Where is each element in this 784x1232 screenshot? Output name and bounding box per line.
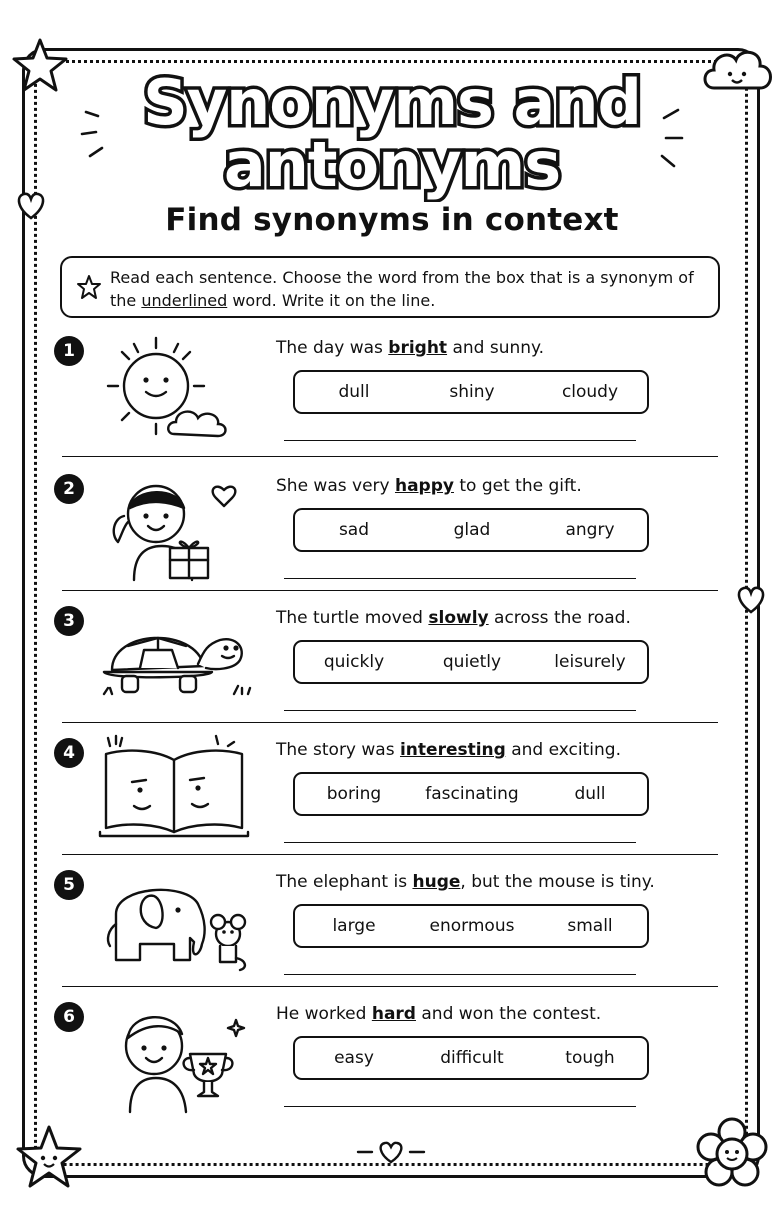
underlined-word: happy <box>394 476 454 496</box>
word-choice-box <box>293 640 649 684</box>
elephant-and-mouse-icon <box>94 864 254 982</box>
word-choice[interactable]: quietly <box>442 652 502 672</box>
word-choice[interactable]: difficult <box>440 1048 504 1068</box>
sentence-text: and exciting. <box>505 740 621 760</box>
underlined-word: slowly <box>428 608 489 628</box>
underlined-word: interesting <box>399 740 506 760</box>
title-line-1: Synonyms and <box>143 66 641 139</box>
subtitle: Find synonyms in context <box>165 202 619 238</box>
question-number: 4 <box>54 738 84 768</box>
girl-with-gift-icon <box>94 468 254 586</box>
word-choice[interactable]: angry <box>565 520 615 540</box>
footer-heart-icon <box>352 1138 432 1166</box>
instructions-part: word. Write it on the line. <box>227 291 436 310</box>
question-2 <box>48 474 718 606</box>
word-choice[interactable]: quickly <box>323 652 385 672</box>
sentence-text: She was very <box>276 476 395 496</box>
word-choice[interactable]: dull <box>338 382 370 402</box>
underlined-word: hard <box>371 1004 416 1024</box>
star-icon <box>76 274 102 300</box>
sentence-text: and sunny. <box>447 338 545 358</box>
word-choice-box <box>293 370 649 414</box>
sentence-text: to get the gift. <box>453 476 582 496</box>
word-choice-box <box>293 1036 649 1080</box>
underlined-word: huge <box>412 872 461 892</box>
instructions-box <box>60 256 720 318</box>
word-choice[interactable]: shiny <box>449 382 495 402</box>
question-number: 2 <box>54 474 84 504</box>
word-choice-box <box>293 904 649 948</box>
divider <box>62 722 718 723</box>
question-number: 3 <box>54 606 84 636</box>
word-choice-box <box>293 772 649 816</box>
divider <box>62 854 718 855</box>
answer-line[interactable] <box>284 974 636 975</box>
word-choice[interactable]: easy <box>334 1048 374 1068</box>
question-sentence <box>276 338 544 358</box>
divider <box>62 986 718 987</box>
sentence-text: The elephant is <box>276 872 413 892</box>
instructions-text <box>110 266 710 312</box>
underlined-word: bright <box>388 338 448 358</box>
question-number: 1 <box>54 336 84 366</box>
word-choice[interactable]: boring <box>326 784 382 804</box>
word-choice[interactable]: dull <box>574 784 606 804</box>
word-choice[interactable]: fascinating <box>425 784 519 804</box>
question-sentence <box>276 476 582 496</box>
question-sentence <box>276 1004 601 1024</box>
instructions-underlined-word: underlined <box>141 291 228 310</box>
sentence-text: , but the mouse is tiny. <box>460 872 655 892</box>
star-corner-icon <box>10 36 70 96</box>
word-choice[interactable]: large <box>332 916 376 936</box>
word-choice[interactable]: sad <box>338 520 370 540</box>
sentence-text: The day was <box>276 338 389 358</box>
question-1 <box>48 336 718 468</box>
sun-with-cloud-icon <box>94 330 254 448</box>
sentence-text: and won the contest. <box>415 1004 602 1024</box>
word-choice[interactable]: tough <box>565 1048 615 1068</box>
question-4 <box>48 738 718 870</box>
word-choice[interactable]: leisurely <box>554 652 626 672</box>
question-number: 5 <box>54 870 84 900</box>
question-sentence <box>276 872 655 892</box>
answer-line[interactable] <box>284 842 636 843</box>
instructions-part: Read each sentence. Choose the word from the box that is a synonym of the <box>110 268 694 310</box>
question-3 <box>48 606 718 738</box>
word-choice[interactable]: glad <box>453 520 491 540</box>
answer-line[interactable] <box>284 710 636 711</box>
question-6 <box>48 1002 718 1134</box>
question-sentence <box>276 608 631 628</box>
boy-with-trophy-icon <box>94 996 254 1114</box>
divider <box>62 590 718 591</box>
sentence-text: across the road. <box>488 608 631 628</box>
word-choice[interactable]: enormous <box>429 916 515 936</box>
sentence-text: The story was <box>276 740 400 760</box>
question-sentence <box>276 740 621 760</box>
question-number: 6 <box>54 1002 84 1032</box>
answer-line[interactable] <box>284 1106 636 1107</box>
turtle-icon <box>94 600 254 718</box>
question-5 <box>48 870 718 1002</box>
word-choice[interactable]: cloudy <box>561 382 619 402</box>
answer-line[interactable] <box>284 578 636 579</box>
divider <box>62 456 718 457</box>
title-line-2: antonyms <box>223 128 561 201</box>
open-book-icon <box>94 732 254 850</box>
worksheet-title <box>72 62 712 202</box>
word-choice-box <box>293 508 649 552</box>
sentence-text: He worked <box>276 1004 372 1024</box>
heart-right-icon <box>734 584 768 616</box>
sentence-text: The turtle moved <box>276 608 429 628</box>
answer-line[interactable] <box>284 440 636 441</box>
word-choice[interactable]: small <box>567 916 613 936</box>
